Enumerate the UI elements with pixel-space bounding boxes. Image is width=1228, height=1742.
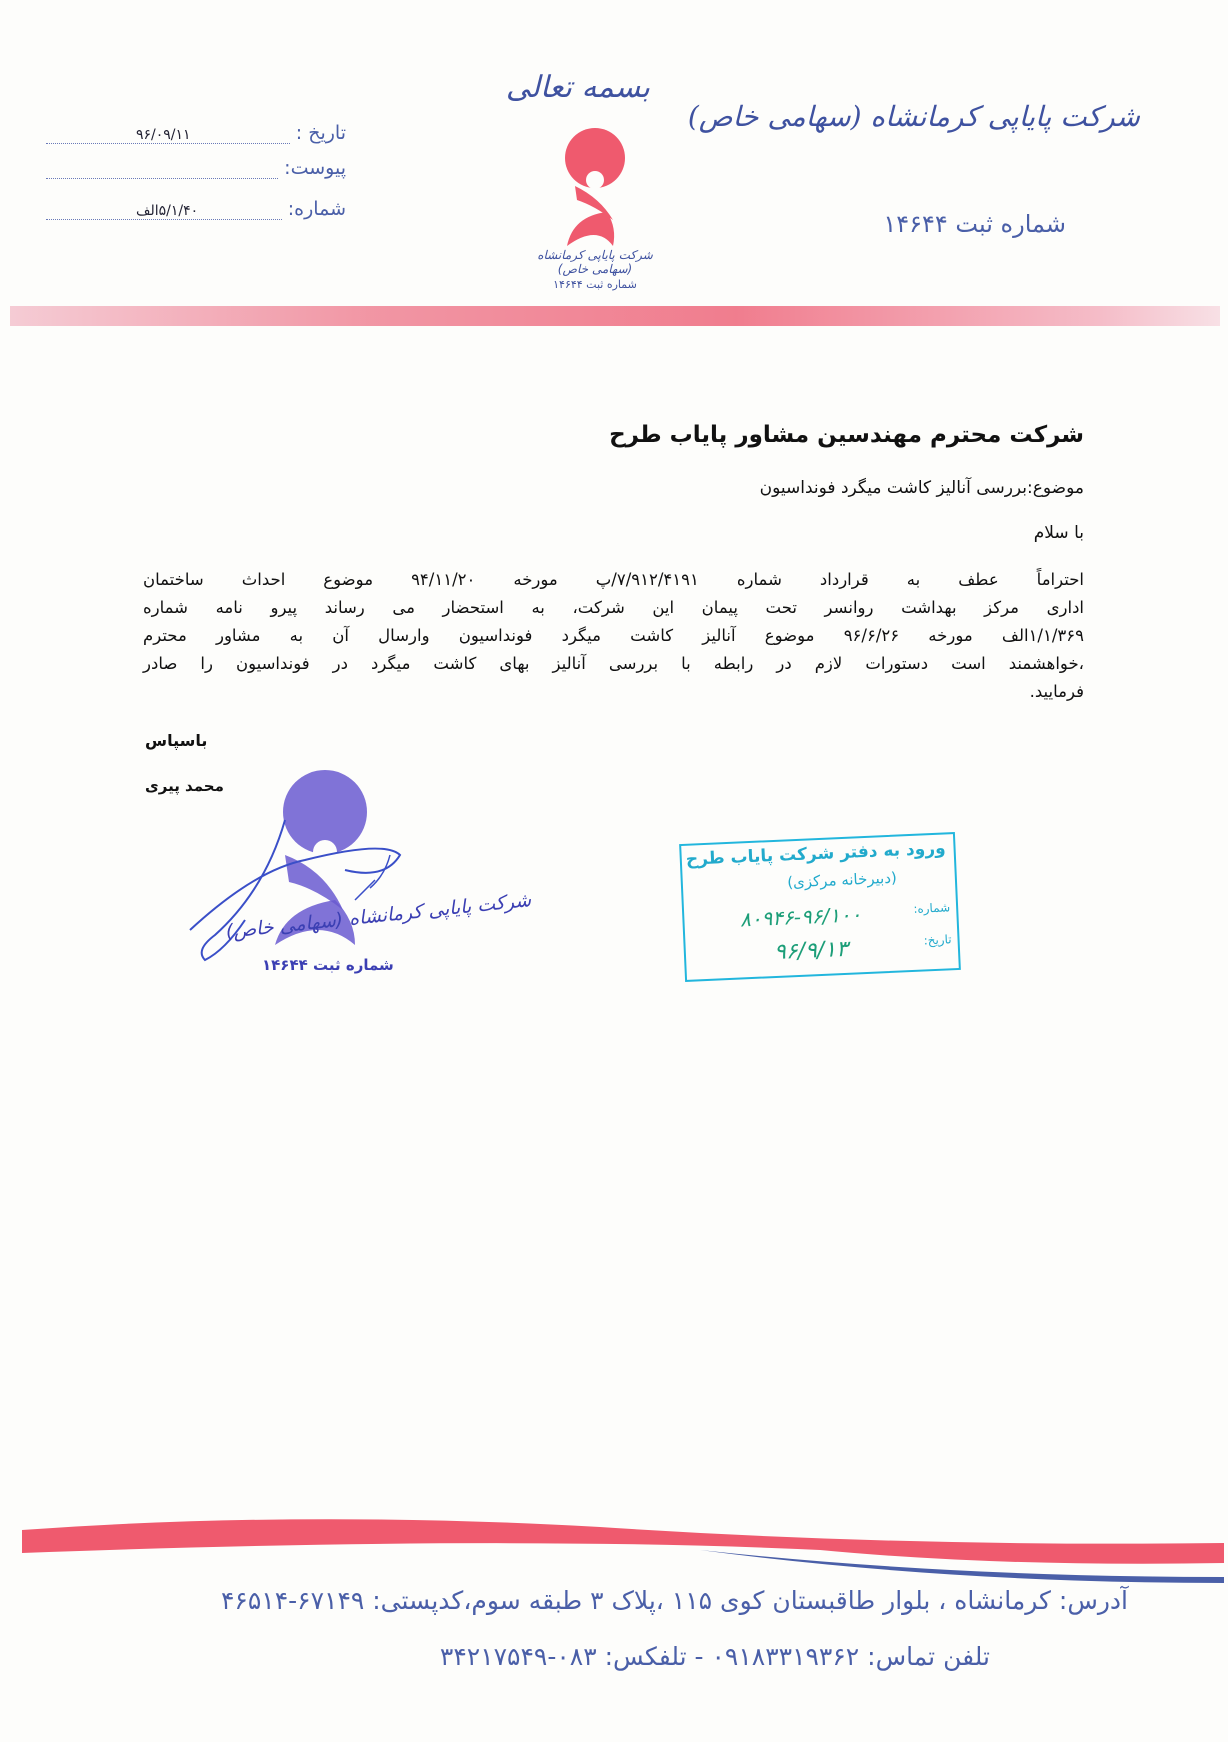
attachment-row	[46, 157, 346, 179]
attachment-value	[46, 162, 278, 179]
basmala: بسمه تعالی	[505, 70, 650, 105]
closing: باسپاس	[145, 731, 208, 750]
logo-caption: شرکت پایاپی کرمانشاه (سهامی خاص)	[537, 248, 653, 276]
stamp-subtitle: (دبیرخانه مرکزی)	[786, 868, 898, 892]
footer-address: آدرس: کرمانشاه ، بلوار طاقبستان کوی ۱۱۵ ،پلاک ۳ طبقه سوم،کدپستی: ۶۷۱۴۹-۴۶۵۱۴	[220, 1586, 1128, 1615]
number-value: ۵/۱/۴۰الف	[46, 203, 282, 220]
seal-caption: شرکت پایاپی کرمانشاه (سهامی خاص)	[224, 889, 533, 943]
body-line: اداری مرکز بهداشت روانسر تحت پیمان این شرکت، به استحضار می رساند پیرو نامه شماره	[143, 598, 1084, 617]
company-logo-icon	[555, 128, 635, 248]
attachment-label: پیوست:	[284, 157, 346, 179]
seal-registration: شماره ثبت ۱۴۶۴۴	[262, 956, 394, 974]
recipient: شرکت محترم مهندسین مشاور پایاب طرح	[609, 422, 1084, 448]
body-line: احتراماً عطف به قرارداد شماره ۷/۹۱۲/۴۱۹۱/پ مورخه ۹۴/۱۱/۲۰ موضوع احداث ساختمان	[143, 570, 1084, 589]
stamp-number-value: ۸۰۹۴۶-۹۶/۱۰۰	[739, 902, 862, 932]
footer-phone: تلفن تماس: ۰۹۱۸۳۳۱۹۳۶۲ - تلفکس: ۰۸۳-۳۴۲۱۷۵۴۹	[439, 1642, 990, 1671]
date-row	[46, 122, 346, 144]
company-registration: شماره ثبت ۱۴۶۴۴	[883, 210, 1066, 238]
footer-wave-divider	[0, 1505, 1228, 1585]
subject: موضوع:بررسی آنالیز کاشت میگرد فونداسیون	[759, 478, 1084, 498]
header-divider-band	[10, 306, 1220, 326]
letter-body	[143, 566, 1084, 706]
date-value: ۹۶/۰۹/۱۱	[46, 127, 290, 144]
number-label: شماره:	[287, 198, 346, 220]
logo-registration: شماره ثبت ۱۴۶۴۴	[553, 278, 637, 291]
greeting: با سلام	[1033, 523, 1084, 543]
stamp-date-label: تاریخ:	[923, 932, 952, 948]
company-name: شرکت پایاپی کرمانشاه (سهامی خاص)	[687, 100, 1140, 133]
stamp-date-value: ۹۶/۹/۱۳	[773, 936, 849, 966]
receipt-stamp	[679, 832, 961, 982]
stamp-number-label: شماره:	[913, 900, 951, 916]
body-line: ،خواهشمند است دستورات لازم در رابطه با بررسی آنالیز بهای کاشت میگرد در فونداسیون را صادر	[143, 654, 1084, 673]
signer-name: محمد پیری	[145, 777, 224, 795]
stamp-title: ورود به دفتر شرکت پایاب طرح	[685, 838, 947, 870]
body-line: فرمایید.	[1029, 682, 1084, 701]
date-label: تاریخ :	[295, 122, 346, 144]
number-row	[46, 198, 346, 220]
body-line: ۱/۱/۳۶۹الف مورخه ۹۶/۶/۲۶ موضوع آنالیز کاشت میگرد فونداسیون وارسال آن به مشاور محترم	[143, 626, 1084, 645]
